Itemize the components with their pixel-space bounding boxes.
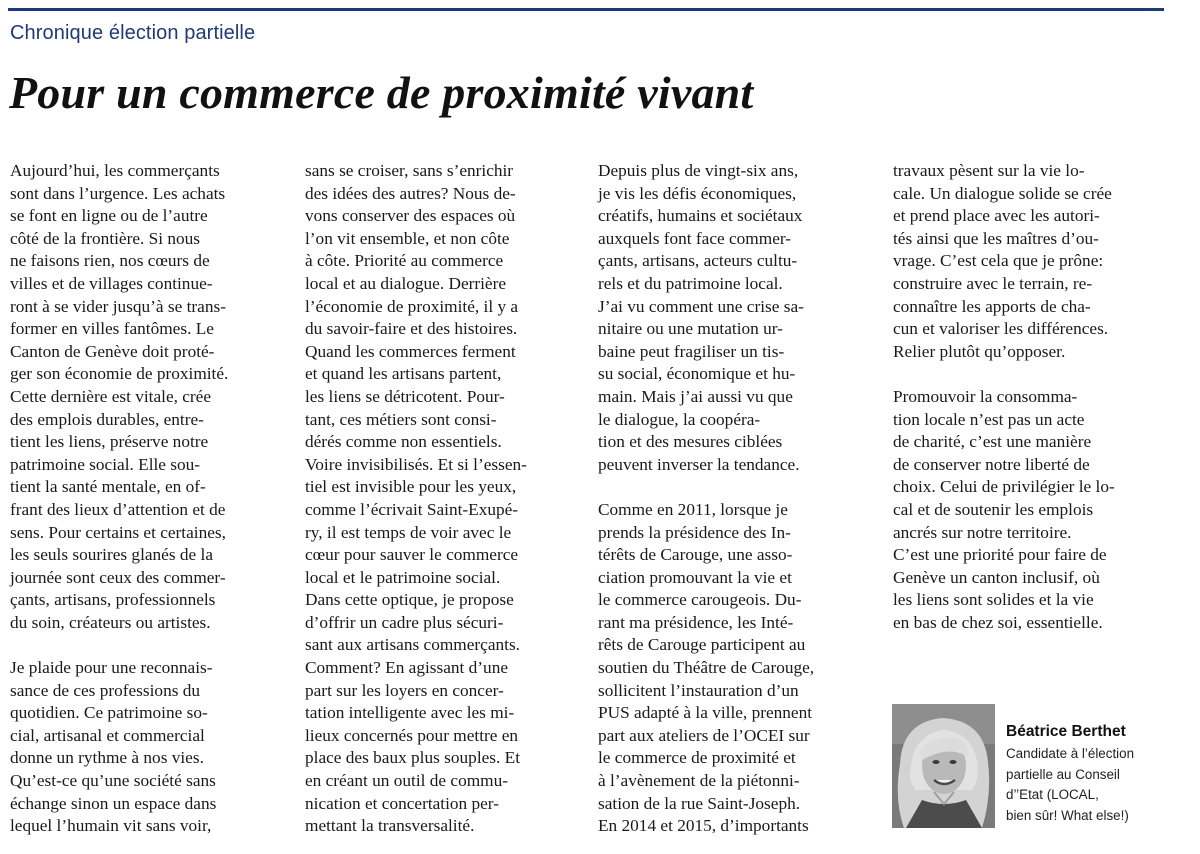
article-column-3 xyxy=(598,160,870,838)
text-line: part aux ateliers de l’OCEI sur xyxy=(598,725,810,745)
text-line: tés ainsi que les maîtres d’ou- xyxy=(893,228,1099,248)
text-line: tient les liens, préserve notre xyxy=(10,432,209,452)
author-role xyxy=(1006,744,1196,826)
text-line: rels et du patrimoine local. xyxy=(598,273,783,293)
text-line: des emplois durables, entre- xyxy=(10,409,204,429)
author-role-line: Candidate à l’élection xyxy=(1006,746,1135,761)
article-column-1 xyxy=(10,160,280,838)
text-line: Aujourd’hui, les commerçants xyxy=(10,161,220,180)
text-line: sans se croiser, sans s’enrichir xyxy=(305,161,514,180)
text-line: donne un rythme à nos vies. xyxy=(10,748,204,768)
text-line: nitaire ou une mutation ur- xyxy=(598,319,783,339)
author-name: Béatrice Berthet xyxy=(1006,723,1126,740)
text-line: térêts de Carouge, une asso- xyxy=(598,545,793,565)
text-line: su social, économique et hu- xyxy=(598,364,796,384)
text-line: Cette dernière est vitale, crée xyxy=(10,386,212,406)
author-role-line: bien sûr! What else!) xyxy=(1006,807,1129,823)
text-line: Qu’est-ce qu’une société sans xyxy=(10,771,216,791)
text-line: en bas de chez soi, essentielle. xyxy=(893,612,1103,632)
text-line: Comme en 2011, lorsque je xyxy=(598,499,788,519)
text-line: tation intelligente avec les mi- xyxy=(305,703,515,723)
text-line: lequel l’humain vit sans voir, xyxy=(10,816,212,836)
text-line: et prend place avec les autori- xyxy=(893,206,1100,226)
paragraph-break xyxy=(10,634,280,657)
text-line: Voire invisibilisés. Et si l’essen- xyxy=(305,454,527,474)
text-line: sation de la rue Saint-Joseph. xyxy=(598,793,801,813)
text-line: Comment? En agissant d’une xyxy=(305,658,509,678)
text-line: former en villes fantômes. Le xyxy=(10,319,214,339)
text-line: Dans cette optique, je propose xyxy=(305,590,514,610)
text-line: le commerce carougeois. Du- xyxy=(598,590,802,610)
text-line: sont dans l’urgence. Les achats xyxy=(10,183,226,203)
text-line: Promouvoir la consomma- xyxy=(893,386,1078,406)
text-line: je vis les défis économiques, xyxy=(598,183,797,203)
text-line: choix. Celui de privilégier le lo- xyxy=(893,477,1115,497)
text-line: échange sinon un espace dans xyxy=(10,793,217,813)
text-line: d’offrir un cadre plus sécuri- xyxy=(305,612,504,632)
text-line: cial, artisanal et commercial xyxy=(10,725,205,745)
text-line: rêts de Carouge participent au xyxy=(598,635,806,655)
text-line: ger son économie de proximité. xyxy=(10,364,229,384)
text-line: dérés comme non essentiels. xyxy=(305,432,502,452)
text-line: les liens sont solides et la vie xyxy=(893,590,1094,610)
text-line: les liens se détricotent. Pour- xyxy=(305,386,505,406)
text-line: de charité, c’est une manière xyxy=(893,432,1092,452)
text-line: vons conserver des espaces où xyxy=(305,206,516,226)
text-line: comme l’écrivait Saint-Exupé- xyxy=(305,499,519,519)
text-line: cun et valoriser les différences. xyxy=(893,319,1109,339)
text-line: Canton de Genève doit proté- xyxy=(10,341,215,361)
text-line: tant, ces métiers sont consi- xyxy=(305,409,497,429)
text-line: quotidien. Ce patrimoine so- xyxy=(10,703,208,723)
text-line: Genève un canton inclusif, où xyxy=(893,567,1100,587)
text-line: côté de la frontière. Si nous xyxy=(10,228,201,248)
text-line: Je plaide pour une reconnais- xyxy=(10,658,213,678)
text-line: frant des lieux d’attention et de xyxy=(10,499,226,519)
text-line: construire avec le terrain, re- xyxy=(893,273,1093,293)
text-line: le dialogue, la coopéra- xyxy=(598,409,761,429)
text-line: main. Mais j’ai aussi vu que xyxy=(598,386,793,406)
text-line: du savoir-faire et des histoires. xyxy=(305,319,518,339)
text-line: Relier plutôt qu’opposer. xyxy=(893,341,1066,361)
text-line: J’ai vu comment une crise sa- xyxy=(598,296,804,316)
text-line: çants, artisans, acteurs cultu- xyxy=(598,251,798,271)
text-line: se font en ligne ou de l’autre xyxy=(10,206,208,226)
text-line: sollicitent l’instauration d’un xyxy=(598,680,799,700)
author-role-line: d’’Etat (LOCAL, xyxy=(1006,787,1099,802)
text-line: çants, artisans, professionnels xyxy=(10,590,216,610)
text-line: le commerce de proximité et xyxy=(598,748,796,768)
text-line: cal et de soutenir les emplois xyxy=(893,499,1094,519)
text-line: En 2014 et 2015, d’importants xyxy=(598,816,809,836)
text-line: tiel est invisible pour les yeux, xyxy=(305,477,517,497)
text-line: auxquels font face commer- xyxy=(598,228,792,248)
text-line: lieux concernés pour mettre en xyxy=(305,725,519,745)
text-line: ancrés sur notre territoire. xyxy=(893,522,1072,542)
text-line: l’on vit ensemble, et non côte xyxy=(305,228,510,248)
author-card xyxy=(1006,722,1196,826)
author-portrait-image xyxy=(892,704,995,828)
text-line: Depuis plus de vingt-six ans, xyxy=(598,161,799,180)
text-line: ne faisons rien, nos cœurs de xyxy=(10,251,210,271)
text-line: les seuls sourires glanés de la xyxy=(10,545,214,565)
text-line: soutien du Théâtre de Carouge, xyxy=(598,658,815,678)
text-line: ront à se vider jusqu’à se trans- xyxy=(10,296,226,316)
text-line: l’économie de proximité, il y a xyxy=(305,296,519,316)
text-line: cœur pour sauver le commerce xyxy=(305,545,519,565)
text-line: créatifs, humains et sociétaux xyxy=(598,206,803,226)
text-line: prends la présidence des In- xyxy=(598,522,791,542)
text-line: part sur les loyers en concer- xyxy=(305,680,504,700)
text-line: rant ma présidence, les Inté- xyxy=(598,612,794,632)
article-column-4 xyxy=(893,160,1165,634)
rubric-label: Chronique élection partielle xyxy=(10,22,256,44)
text-line: ciation promouvant la vie et xyxy=(598,567,792,587)
text-line: nication et concertation per- xyxy=(305,793,499,813)
text-line: connaître les apports de cha- xyxy=(893,296,1091,316)
text-line: sant aux artisans commerçants. xyxy=(305,635,520,655)
text-line: baine peut fragiliser un tis- xyxy=(598,341,785,361)
text-line: C’est une priorité pour faire de xyxy=(893,545,1107,565)
text-line: en créant un outil de commu- xyxy=(305,771,508,791)
text-line: de conserver notre liberté de xyxy=(893,454,1090,474)
text-line: local et au dialogue. Derrière xyxy=(305,273,507,293)
author-photo xyxy=(892,704,995,828)
text-line: et quand les artisans partent, xyxy=(305,364,502,384)
text-line: journée sont ceux des commer- xyxy=(10,567,226,587)
text-line: sance de ces professions du xyxy=(10,680,201,700)
text-line: patrimoine social. Elle sou- xyxy=(10,454,201,474)
text-line: à l’avènement de la piétonni- xyxy=(598,771,800,791)
text-line: tion locale n’est pas un acte xyxy=(893,409,1085,429)
text-line: travaux pèsent sur la vie lo- xyxy=(893,161,1085,180)
article-column-2 xyxy=(305,160,577,838)
text-line: local et le patrimoine social. xyxy=(305,567,501,587)
text-line: place des baux plus souples. Et xyxy=(305,748,521,768)
text-line: ry, il est temps de voir avec le xyxy=(305,522,512,542)
top-rule xyxy=(8,8,1164,11)
text-line: Quand les commerces ferment xyxy=(305,341,516,361)
text-line: PUS adapté à la ville, prennent xyxy=(598,703,813,723)
text-line: du soin, créateurs ou artistes. xyxy=(10,612,211,632)
text-line: à côte. Priorité au commerce xyxy=(305,251,504,271)
text-line: mettant la transversalité. xyxy=(305,816,475,836)
text-line: sens. Pour certains et certaines, xyxy=(10,522,226,542)
text-line: cale. Un dialogue solide se crée xyxy=(893,183,1112,203)
text-line: villes et de villages continue- xyxy=(10,273,213,293)
author-role-line: partielle au Conseil xyxy=(1006,766,1120,782)
text-line: vrage. C’est cela que je prône: xyxy=(893,251,1104,271)
headline: Pour un commerce de proximité vivant xyxy=(9,67,754,118)
paragraph-break xyxy=(598,476,870,499)
paragraph-break xyxy=(893,363,1165,386)
text-line: peuvent inverser la tendance. xyxy=(598,454,800,474)
text-line: des idées des autres? Nous de- xyxy=(305,183,516,203)
text-line: tion et des mesures ciblées xyxy=(598,432,783,452)
text-line: tient la santé mentale, en of- xyxy=(10,477,206,497)
